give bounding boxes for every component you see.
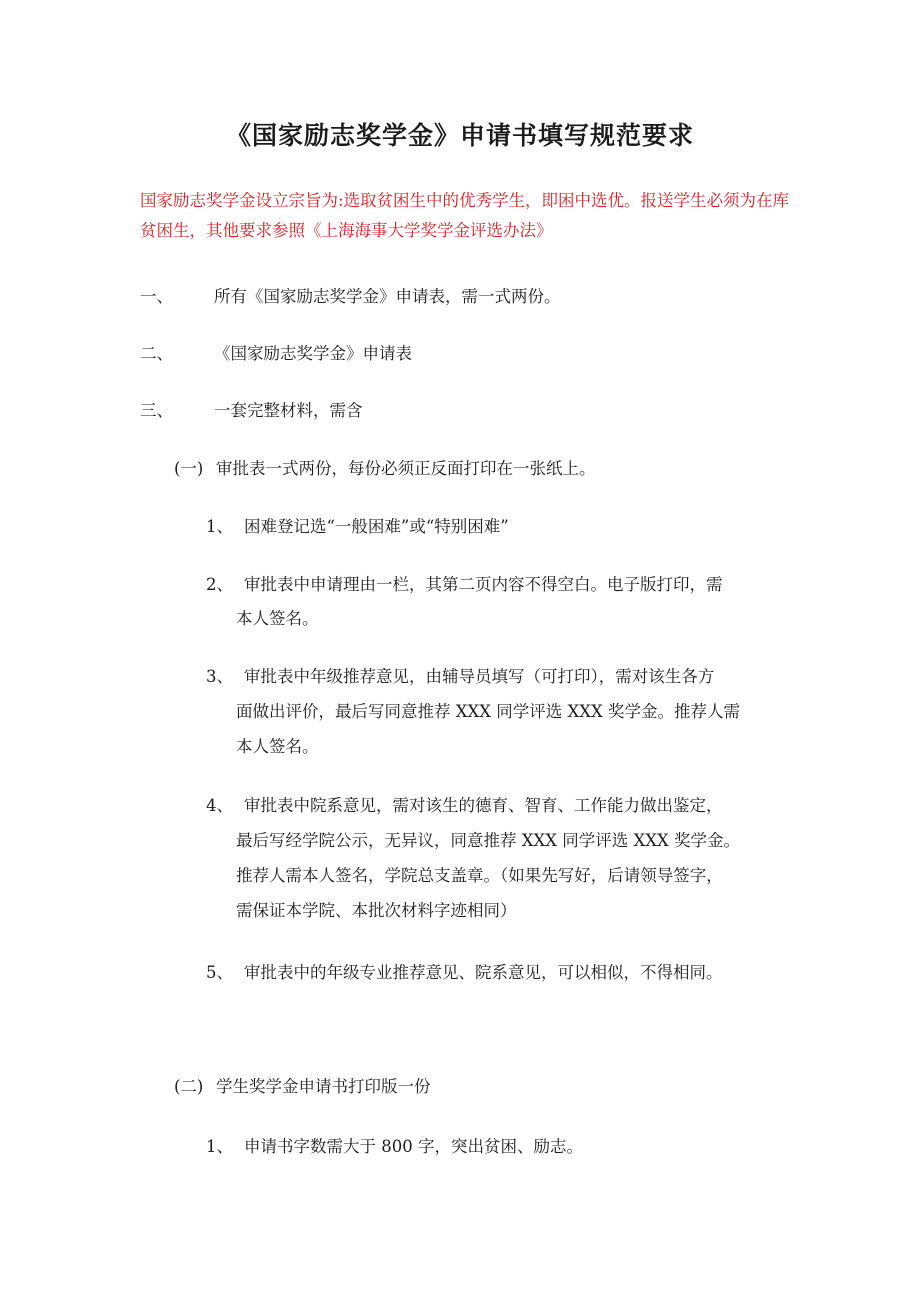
list-item-line: 审批表中申请理由一栏，其第二页内容不得空白。电子版打印，需 [244, 575, 723, 594]
list-item-line: 审批表中院系意见，需对该生的德育、智育、工作能力做出鉴定， [244, 796, 723, 815]
list-item-line: 审批表中的年级专业推荐意见、院系意见，可以相似，不得相同。 [244, 963, 723, 982]
list-item-marker: 1、 [206, 517, 233, 536]
section-1-text: 所有《国家励志奖学金》申请表，需一式两份。 [214, 287, 561, 306]
subsection-1-marker: (一) [174, 459, 204, 478]
subsection-1-text: 审批表一式两份，每份必须正反面打印在一张纸上。 [216, 459, 596, 478]
list-item-marker: 2、 [206, 575, 233, 594]
list-item-marker: 1、 [206, 1137, 233, 1156]
subsection-2-marker: (二) [174, 1077, 204, 1096]
section-2-marker: 二、 [140, 344, 173, 363]
list-item-marker: 3、 [206, 667, 233, 686]
list-item-line: 困难登记选“一般困难”或“特别困难” [244, 517, 509, 536]
list-item-line: 审批表中年级推荐意见，由辅导员填写（可打印），需对该生各方 [244, 667, 715, 686]
section-1-marker: 一、 [140, 287, 173, 306]
section-3-text: 一套完整材料，需含 [214, 401, 363, 420]
list-item-line: 需保证本学院、本批次材料字迹相同） [236, 901, 517, 920]
list-item-line: 申请书字数需大于 800 字，突出贫困、励志。 [244, 1137, 583, 1156]
document-title: 《国家励志奖学金》申请书填写规范要求 [225, 121, 694, 150]
notice-paragraph: 国家励志奖学金设立宗旨为:选取贫困生中的优秀学生，即困中选优。报送学生必须为在库贫困生，其他要求参照《上海海事大学奖学金评选办法》 [140, 191, 790, 240]
list-item-line: 本人签名。 [236, 609, 319, 628]
list-item-line: 本人签名。 [236, 737, 319, 756]
list-item-line: 最后写经学院公示，无异议，同意推荐 XXX 同学评选 XXX 奖学金。 [236, 831, 740, 850]
list-item-line: 推荐人需本人签名，学院总支盖章。（如果先写好，后请领导签字， [236, 866, 723, 885]
section-2-text: 《国家励志奖学金》申请表 [214, 344, 412, 363]
list-item-marker: 5、 [206, 963, 233, 982]
subsection-2-text: 学生奖学金申请书打印版一份 [216, 1077, 431, 1096]
section-3-marker: 三、 [140, 401, 173, 420]
list-item-marker: 4、 [206, 796, 233, 815]
list-item-line: 面做出评价，最后写同意推荐 XXX 同学评选 XXX 奖学金。推荐人需 [236, 702, 740, 721]
